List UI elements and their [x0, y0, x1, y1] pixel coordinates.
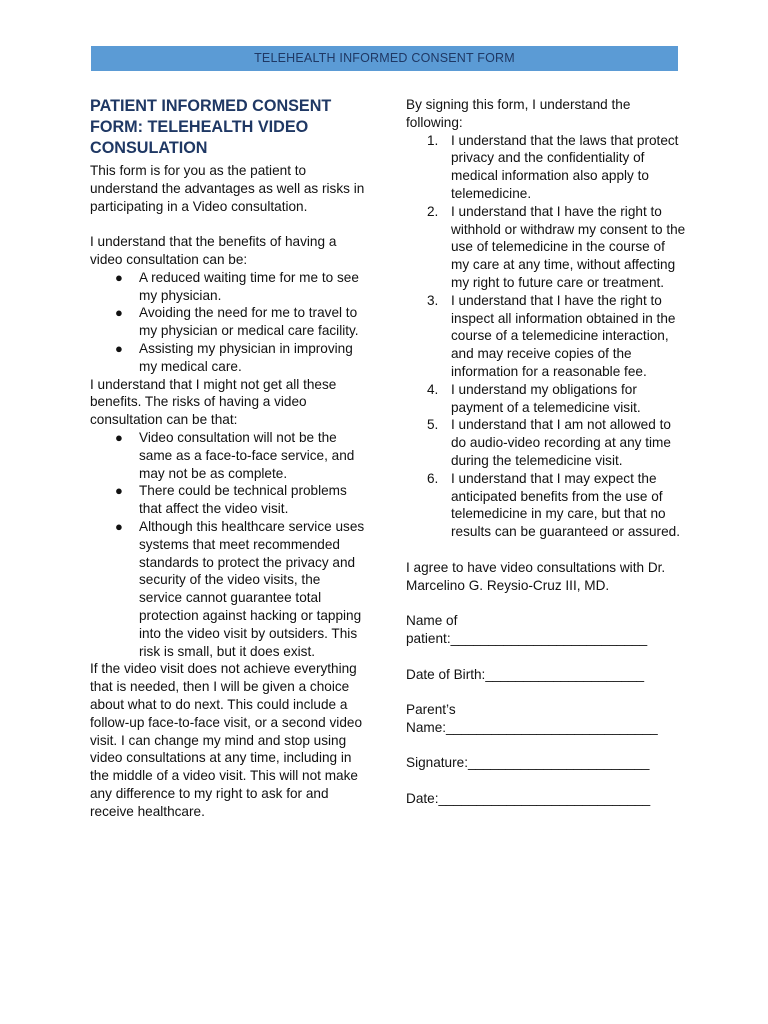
- bullet-icon: ●: [115, 483, 123, 499]
- understanding-item: 1. I understand that the laws that protect privacy and the confidentiality of medical information also apply to telemedicine.: [427, 132, 679, 201]
- form-header-banner: [91, 46, 678, 71]
- signature-field[interactable]: Signature:________________________: [406, 755, 650, 771]
- understanding-item: 3. I understand that I have the right to inspect all information obtained in the course of a telemedicine interaction, and may receive copies of the information for a reasonable fee.: [427, 292, 676, 379]
- risk-item: ● There could be technical problems that affect the video visit.: [115, 483, 347, 517]
- benefit-item: ● A reduced waiting time for me to see my physician.: [115, 269, 359, 303]
- benefits-intro: I understand that the benefits of having a video consultation can be:: [90, 234, 337, 267]
- understanding-item: 5. I understand that I am not allowed to do audio-video recording at any time during the telemedicine visit.: [427, 417, 671, 468]
- intro-paragraph: This form is for you as the patient to understand the advantages as well as risks in participating in a Video consultation.: [90, 163, 365, 214]
- date-of-birth-field[interactable]: Date of Birth:_____________________: [406, 666, 645, 682]
- parent-name-label: Parent’s: [406, 702, 456, 718]
- document-title: PATIENT INFORMED CONSENT FORM: TELEHEALTH VIDEO CONSULATION: [90, 97, 332, 157]
- header-title: TELEHEALTH INFORMED CONSENT FORM: [254, 51, 515, 65]
- benefit-item: ● Avoiding the need for me to travel to my physician or medical care facility.: [115, 305, 359, 339]
- bullet-icon: ●: [115, 518, 123, 534]
- patient-name-field[interactable]: patient:__________________________: [406, 630, 648, 646]
- understanding-item: 4. I understand my obligations for payment of a telemedicine visit.: [427, 381, 641, 415]
- bullet-icon: ●: [115, 269, 123, 285]
- understanding-item: 2. I understand that I have the right to withhold or withdraw my consent to the use of telemedicine in the course of my care at any time, without affecting my right to future care or treatment.: [427, 203, 686, 290]
- risk-item: ● Video consultation will not be the same as a face-to-face service, and may not be as complete.: [115, 429, 355, 481]
- risks-list: [90, 429, 366, 660]
- understanding-list: [406, 132, 686, 541]
- risks-intro: I understand that I might not get all these benefits. The risks of having a video consultation can be that:: [90, 376, 337, 428]
- understanding-item: 6. I understand that I may expect the anticipated benefits from the use of telemedicine in my care, but that no results can be guaranteed or assured.: [427, 470, 680, 540]
- agreement-statement: I agree to have video consultations with Dr. Marcelino G. Reysio-Cruz III, MD.: [406, 559, 666, 593]
- patient-name-label: Name of: [406, 613, 458, 629]
- bullet-icon: ●: [115, 305, 123, 321]
- risk-item: ● Although this healthcare service uses systems that meet recommended standards to protect the privacy and security of the video visits, the service cannot guarantee total protection against hacking or tapping into the video visit by outsiders. This risk is small, but it does exist.: [115, 518, 365, 659]
- closing-paragraph: If the video visit does not achieve everything that is needed, then I will be given a choice about what to do next. This could include a follow-up face-to-face visit, or a second video visit. I can change my mind and stop using video consultations at any time, including in the middle of a video visit. This will not make any difference to my right to ask for and receive healthcare.: [90, 661, 363, 819]
- signing-intro: By signing this form, I understand the following:: [406, 97, 631, 130]
- benefits-list: [90, 269, 366, 376]
- date-field[interactable]: Date:____________________________: [406, 791, 651, 807]
- right-column: [406, 96, 686, 808]
- bullet-icon: ●: [115, 429, 123, 445]
- benefit-item: ● Assisting my physician in improving my medical care.: [115, 340, 353, 374]
- parent-name-field[interactable]: Name:____________________________: [406, 719, 658, 735]
- bullet-icon: ●: [115, 340, 123, 356]
- left-column: [90, 96, 366, 820]
